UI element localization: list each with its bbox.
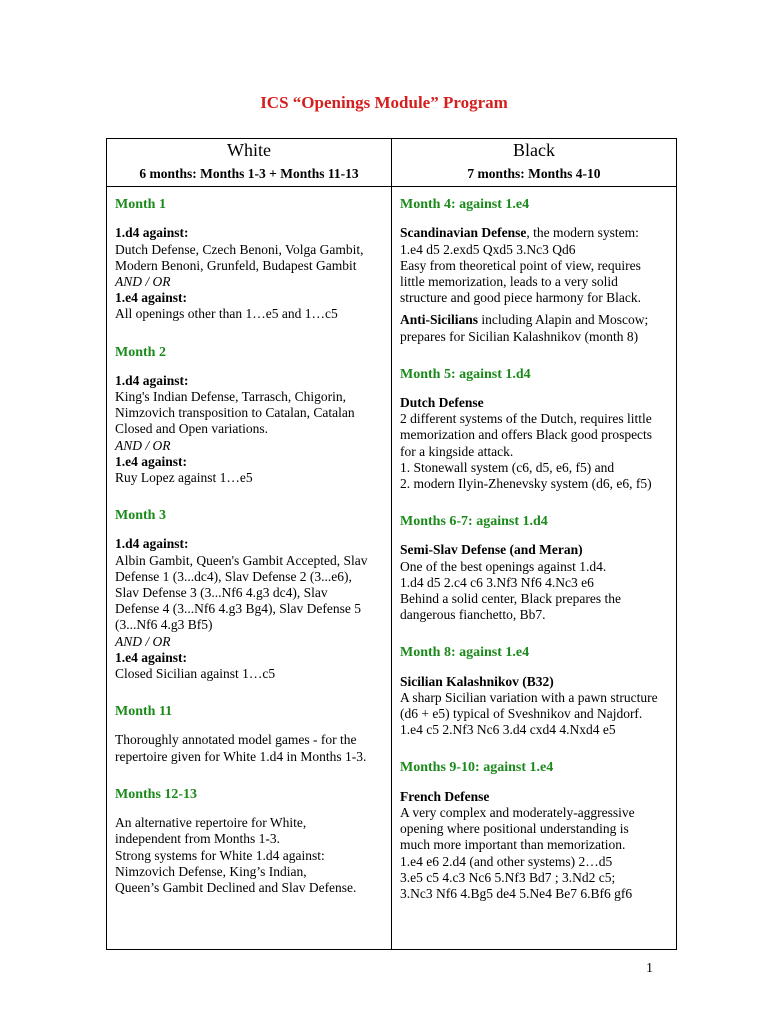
month-section bbox=[115, 197, 383, 322]
section-line: Dutch Defense bbox=[400, 395, 484, 411]
section-line: Semi-Slav Defense (and Meran) bbox=[400, 542, 583, 558]
black-column-heading: Black bbox=[392, 139, 677, 164]
month-heading: Months 6-7: against 1.d4 bbox=[400, 514, 548, 530]
section-line: 1. Stonewall system (c6, d5, e6, f5) and bbox=[400, 459, 615, 475]
section-line: Albin Gambit, Queen's Gambit Accepted, Slav bbox=[115, 552, 368, 568]
section-line: (d6 + e5) typical of Sveshnikov and Najdorf. bbox=[400, 706, 643, 722]
month-heading: Month 8: against 1.e4 bbox=[400, 645, 530, 661]
month-section bbox=[115, 508, 383, 682]
month-section bbox=[115, 787, 383, 896]
section-line: Defense 4 (3...Nf6 4.g3 Bg4), Slav Defense 5 bbox=[115, 601, 361, 617]
month-section bbox=[400, 645, 668, 738]
section-line: AND / OR bbox=[115, 437, 171, 453]
section-line: independent from Months 1-3. bbox=[115, 831, 280, 847]
section-line bbox=[400, 225, 668, 241]
section-line: Ruy Lopez against 1…e5 bbox=[115, 470, 253, 486]
section-line: 1.e4 against: bbox=[115, 290, 187, 306]
section-line: Thoroughly annotated model games - for the bbox=[115, 732, 357, 748]
section-line: dangerous fianchetto, Bb7. bbox=[400, 607, 546, 623]
section-line: Strong systems for White 1.d4 against: bbox=[115, 847, 325, 863]
openings-program-table bbox=[106, 138, 677, 950]
month-heading: Month 11 bbox=[115, 704, 173, 720]
section-line: Defense 1 (3...dc4), Slav Defense 2 (3...e6), bbox=[115, 568, 352, 584]
section-line: 1.e4 e6 2.d4 (and other systems) 2…d5 bbox=[400, 853, 613, 869]
section-line: 3.e5 c5 4.c3 Nc6 5.Nf3 Bd7 ; 3.Nd2 c5; bbox=[400, 869, 616, 885]
section-line: One of the best openings against 1.d4. bbox=[400, 558, 607, 574]
section-line: Easy from theoretical point of view, requires bbox=[400, 257, 641, 273]
section-line: AND / OR bbox=[115, 274, 171, 290]
section-line: Slav Defense 3 (3...Nf6 4.g3 dc4), Slav bbox=[115, 585, 328, 601]
month-section bbox=[400, 197, 668, 345]
section-line: A very complex and moderately-aggressive bbox=[400, 804, 635, 820]
section-line: 2 different systems of the Dutch, requires little bbox=[400, 411, 652, 427]
month-heading: Months 12-13 bbox=[115, 786, 198, 802]
section-line bbox=[400, 312, 668, 328]
section-line: Closed and Open variations. bbox=[115, 421, 268, 437]
month-heading: Months 9-10: against 1.e4 bbox=[400, 760, 554, 776]
section-line: 3.Nc3 Nf6 4.Bg5 de4 5.Ne4 Be7 6.Bf6 gf6 bbox=[400, 885, 633, 901]
bold-run: Scandinavian Defense bbox=[400, 225, 527, 241]
month-heading: Month 2 bbox=[115, 344, 166, 360]
section-line: 1.d4 against: bbox=[115, 536, 189, 552]
text-run: , the modern system: bbox=[526, 225, 639, 241]
section-line: 1.d4 d5 2.c4 c6 3.Nf3 Nf6 4.Nc3 e6 bbox=[400, 574, 594, 590]
text-run: including Alapin and Moscow; bbox=[478, 312, 649, 328]
section-line: 1.e4 against: bbox=[115, 649, 187, 665]
month-heading: Month 3 bbox=[115, 508, 166, 524]
section-line: Nimzovich transposition to Catalan, Catalan bbox=[115, 405, 355, 421]
bold-run: Anti-Sicilians bbox=[400, 312, 479, 328]
document-title: ICS “Openings Module” Program bbox=[260, 93, 508, 112]
section-line: 1.d4 against: bbox=[115, 225, 189, 241]
month-section bbox=[115, 345, 383, 487]
month-heading: Month 5: against 1.d4 bbox=[400, 366, 531, 382]
section-line: (3...Nf6 4.g3 Bf5) bbox=[115, 617, 213, 633]
section-line: Closed Sicilian against 1…c5 bbox=[115, 666, 276, 682]
section-line: memorization and offers Black good prospects bbox=[400, 427, 653, 443]
section-line: structure and good piece harmony for Black. bbox=[400, 290, 642, 306]
section-line: 1.e4 against: bbox=[115, 453, 187, 469]
month-section bbox=[400, 367, 668, 492]
month-section bbox=[115, 704, 383, 765]
section-line: repertoire given for White 1.d4 in Months 1-3. bbox=[115, 748, 367, 764]
section-line: 1.e4 d5 2.exd5 Qxd5 3.Nc3 Qd6 bbox=[400, 241, 576, 257]
black-column-body bbox=[392, 187, 677, 950]
month-section bbox=[400, 514, 668, 623]
section-line: All openings other than 1…e5 and 1…c5 bbox=[115, 306, 338, 322]
section-line: opening where positional understanding is bbox=[400, 821, 629, 837]
section-line: little memorization, leads to a very solid bbox=[400, 274, 618, 290]
section-line: AND / OR bbox=[115, 633, 171, 649]
section-line: King's Indian Defense, Tarrasch, Chigorin, bbox=[115, 389, 347, 405]
section-line: Nimzovich Defense, King’s Indian, bbox=[115, 863, 307, 879]
section-line: prepares for Sicilian Kalashnikov (month 8) bbox=[400, 328, 639, 344]
month-heading: Month 4: against 1.e4 bbox=[400, 197, 530, 213]
section-line: much more important than memorization. bbox=[400, 837, 626, 853]
section-line: Queen’s Gambit Declined and Slav Defense. bbox=[115, 879, 357, 895]
white-column-subheading: 6 months: Months 1-3 + Months 11-13 bbox=[107, 163, 392, 187]
white-column-body bbox=[107, 187, 392, 950]
section-line: for a kingside attack. bbox=[400, 443, 514, 459]
section-line: 1.e4 c5 2.Nf3 Nc6 3.d4 cxd4 4.Nxd4 e5 bbox=[400, 722, 616, 738]
white-column-heading: White bbox=[107, 139, 392, 164]
section-line: Modern Benoni, Grunfeld, Budapest Gambit bbox=[115, 257, 357, 273]
section-line: 1.d4 against: bbox=[115, 372, 189, 388]
section-line: An alternative repertoire for White, bbox=[115, 815, 307, 831]
page-number: 1 bbox=[646, 961, 653, 976]
section-line: Behind a solid center, Black prepares the bbox=[400, 591, 622, 607]
section-line: Dutch Defense, Czech Benoni, Volga Gambit, bbox=[115, 241, 364, 257]
section-line: French Defense bbox=[400, 788, 490, 804]
section-line: A sharp Sicilian variation with a pawn structure bbox=[400, 689, 658, 705]
black-column-subheading: 7 months: Months 4-10 bbox=[392, 163, 677, 187]
month-section bbox=[400, 760, 668, 902]
section-line: 2. modern Ilyin-Zhenevsky system (d6, e6, f5) bbox=[400, 476, 652, 492]
month-heading: Month 1 bbox=[115, 197, 166, 213]
section-line: Sicilian Kalashnikov (B32) bbox=[400, 673, 554, 689]
